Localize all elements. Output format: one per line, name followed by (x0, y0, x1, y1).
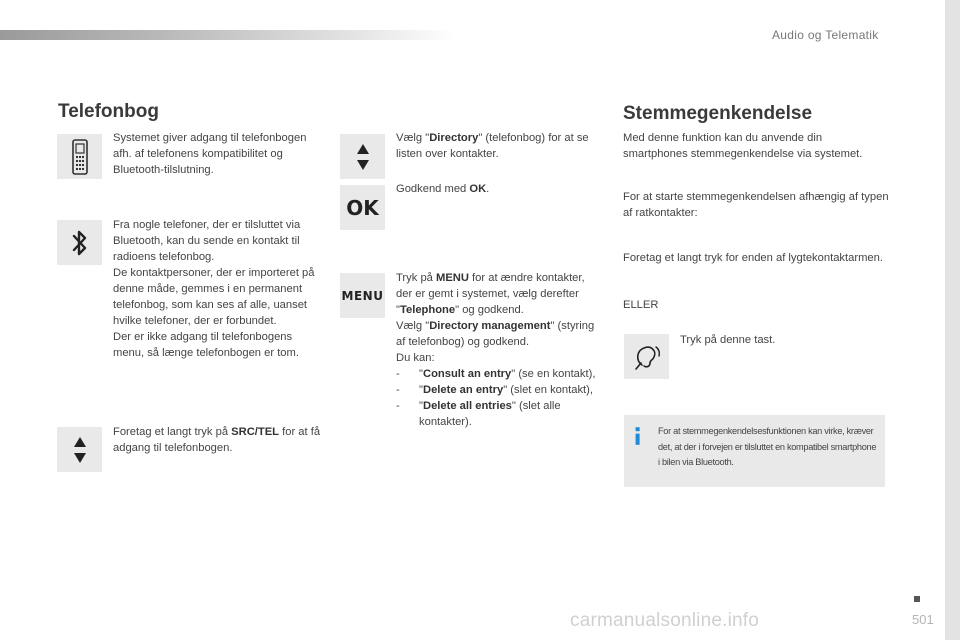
bluetooth-send-text (113, 217, 323, 361)
directory-instruction: Vælg "Directory" (telefonbog) for at se listen over kontakter. (396, 132, 589, 160)
telefonbog-title: Telefonbog (58, 101, 159, 122)
stemme-intro: Med denne funktion kan du anvende din smartphones stemmegenkendelse via systemet. (623, 132, 863, 160)
ok-key: OK (469, 183, 487, 195)
list-item: - "Delete an entry" (slet en kontakt), (396, 384, 593, 396)
list-item: - "Delete all entries" (slet alle kontakter). (396, 400, 561, 428)
permanent-phonebook-para: De kontaktpersoner, der er importeret på denne måde, gemmes i en permanent telefonbog, som kan ses af alle, uanset hvilke telefoner, der er forbundet. (113, 267, 315, 327)
up-down-arrows-icon-2 (340, 134, 385, 179)
press-key-instruction: Tryk på denne tast. (680, 334, 776, 346)
directory-management-para: Vælg "Directory management" (styring af telefonbog) og godkend. (396, 320, 595, 348)
bluetooth-icon (57, 220, 102, 265)
watermark: carmanualsonline.info (570, 610, 760, 631)
ok-button-label: OK (346, 195, 379, 220)
header-gradient-bar (0, 30, 455, 40)
up-down-arrows-icon (57, 427, 102, 472)
page-edge-strip (945, 0, 960, 640)
menu-button-label: MENU (341, 288, 384, 303)
info-box (624, 415, 885, 487)
eller-label: ELLER (623, 299, 659, 311)
src-tel-key: SRC/TEL (231, 426, 280, 438)
ok-button-icon (340, 185, 385, 230)
voice-command-icon (624, 334, 669, 379)
phone-icon (57, 134, 102, 179)
stemme-start: For at starte stemmegenkendelsen afhængig af typen af ratkontakter: (623, 191, 889, 219)
info-text: For at stemmegenkendelsesfunktionen kan virke, kræver det, at der i forvejen er tilsluttet en kompatibel smartphone i bilen via Bluetooth. (658, 426, 877, 467)
page-marker (914, 596, 920, 602)
du-kan-label: Du kan: (396, 352, 435, 364)
telefonbog-intro: Systemet giver adgang til telefonbogen afh. af telefonens kompatibilitet og Bluetooth-tilslutning. (113, 132, 307, 176)
info-icon (634, 425, 642, 447)
list-item: - "Consult an entry" (se en kontakt), (396, 368, 596, 380)
directory-key: Directory (429, 132, 479, 144)
stemme-title: Stemmegenkendelse (623, 103, 813, 124)
ok-instruction: Godkend med OK. (396, 183, 490, 195)
menu-para: Tryk på MENU for at ændre kontakter, der er gemt i systemet, vælg derefter "Telephone" og godkend. (396, 272, 585, 316)
section-title: Audio og Telematik (772, 28, 879, 42)
src-tel-instruction: Foretag et langt tryk på SRC/TEL for at få adgang til telefonbogen. (113, 426, 321, 454)
stemme-long-press: Foretag et langt tryk for enden af lygtekontaktarmen. (623, 252, 883, 264)
menu-instructions (396, 270, 601, 430)
page-number: 501 (912, 612, 934, 627)
empty-phonebook-para: Der er ikke adgang til telefonbogens menu, så længe telefonbogen er tom. (113, 331, 299, 359)
menu-button-icon (340, 273, 385, 318)
options-list (396, 366, 601, 430)
bluetooth-send-para: Fra nogle telefoner, der er tilsluttet via Bluetooth, kan du sende en kontakt til radioens telefonbog. (113, 219, 301, 263)
